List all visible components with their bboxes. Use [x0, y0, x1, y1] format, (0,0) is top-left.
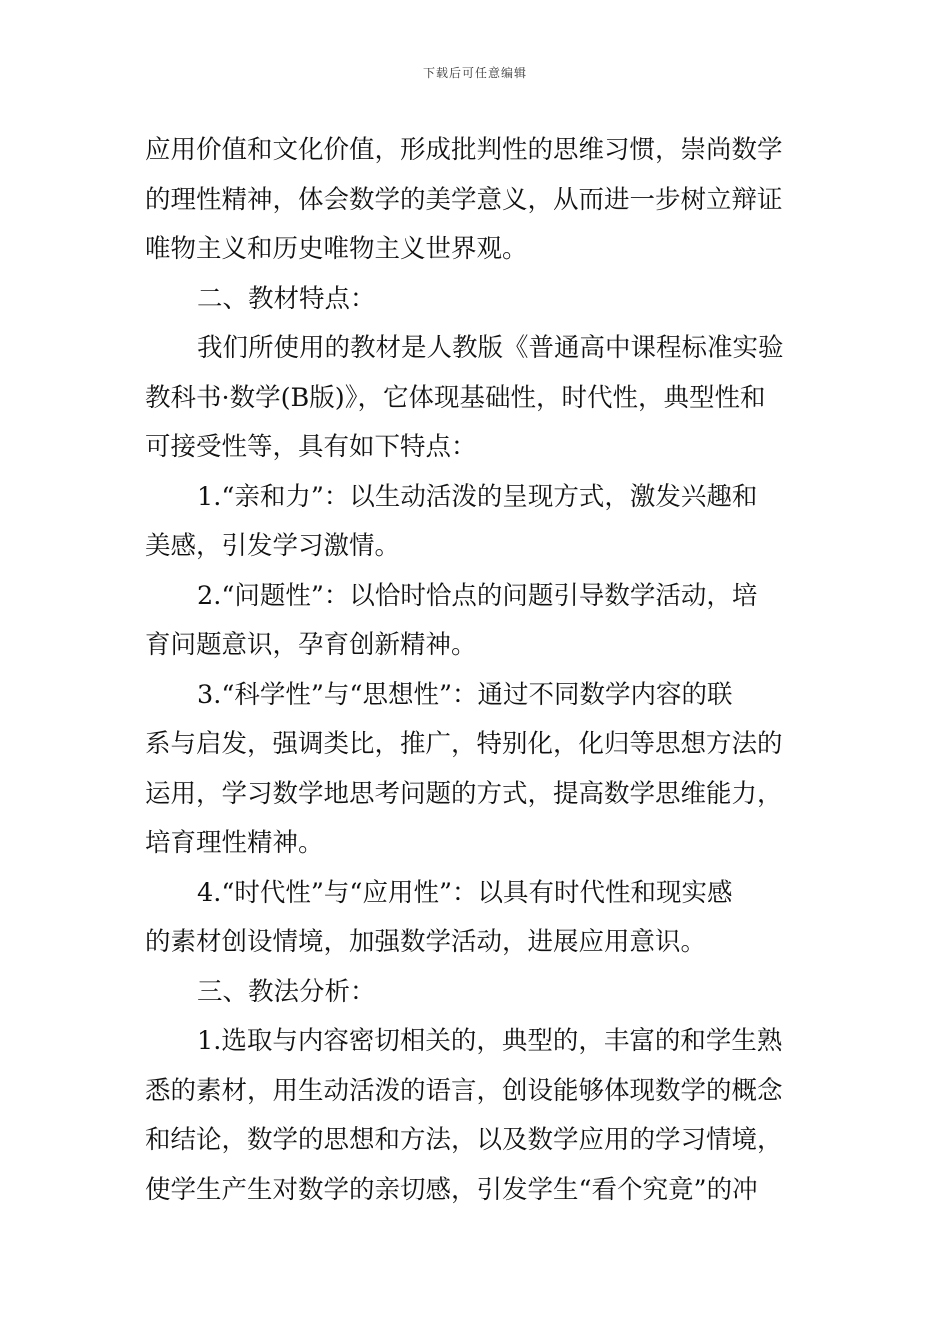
list-item-3: 3.“科学性”与“思想性”：通过不同数学内容的联: [197, 679, 733, 710]
list-item-1: 1.“亲和力”：以生动活泼的呈现方式，激发兴趣和: [197, 481, 758, 512]
list-item-1: 1.选取与内容密切相关的，典型的，丰富的和学生熟: [197, 1026, 783, 1056]
text-line: 的素材创设情境，加强数学活动，进展应用意识。: [145, 927, 707, 957]
body-text: [145, 126, 810, 1215]
text-line: 系与启发，强调类比，推广，特别化，化归等思想方法的: [145, 729, 783, 759]
text-line: 我们所使用的教材是人教版《普通高中课程标准实验: [197, 333, 784, 363]
text-line: 唯物主义和历史唯物主义世界观。: [145, 234, 528, 264]
text-line: 应用价值和文化价值，形成批判性的思维习惯，崇尚数学: [145, 135, 783, 165]
text-line: 悉的素材，用生动活泼的语言，创设能够体现数学的概念: [145, 1075, 783, 1106]
section-heading-teaching-method: 三、教法分析：: [197, 976, 376, 1007]
text-line: 美感，引发学习激情。: [145, 531, 401, 561]
list-item-4: 4.“时代性”与“应用性”：以具有时代性和现实感: [197, 877, 733, 908]
text-line: 使学生产生对数学的亲切感，引发学生“看个究竟”的冲: [145, 1174, 758, 1205]
text-line: 的理性精神，体会数学的美学意义，从而进一步树立辩证: [145, 184, 783, 215]
list-item-2: 2.“问题性”：以恰时恰点的问题引导数学活动，培: [197, 580, 758, 611]
text-line: 培育理性精神。: [145, 828, 324, 858]
section-heading-textbook-features: 二、教材特点：: [197, 283, 376, 314]
header-note: 下载后可任意编辑: [422, 66, 527, 80]
text-line: 运用，学习数学地思考问题的方式，提高数学思维能力，: [145, 778, 783, 809]
text-line: 育问题意识，孕育创新精神。: [145, 630, 477, 660]
text-line: 和结论，数学的思想和方法，以及数学应用的学习情境，: [145, 1125, 783, 1155]
text-line: 教科书·数学(B版)》，它体现基础性，时代性，典型性和: [145, 382, 766, 413]
text-line: 可接受性等，具有如下特点：: [145, 432, 477, 462]
